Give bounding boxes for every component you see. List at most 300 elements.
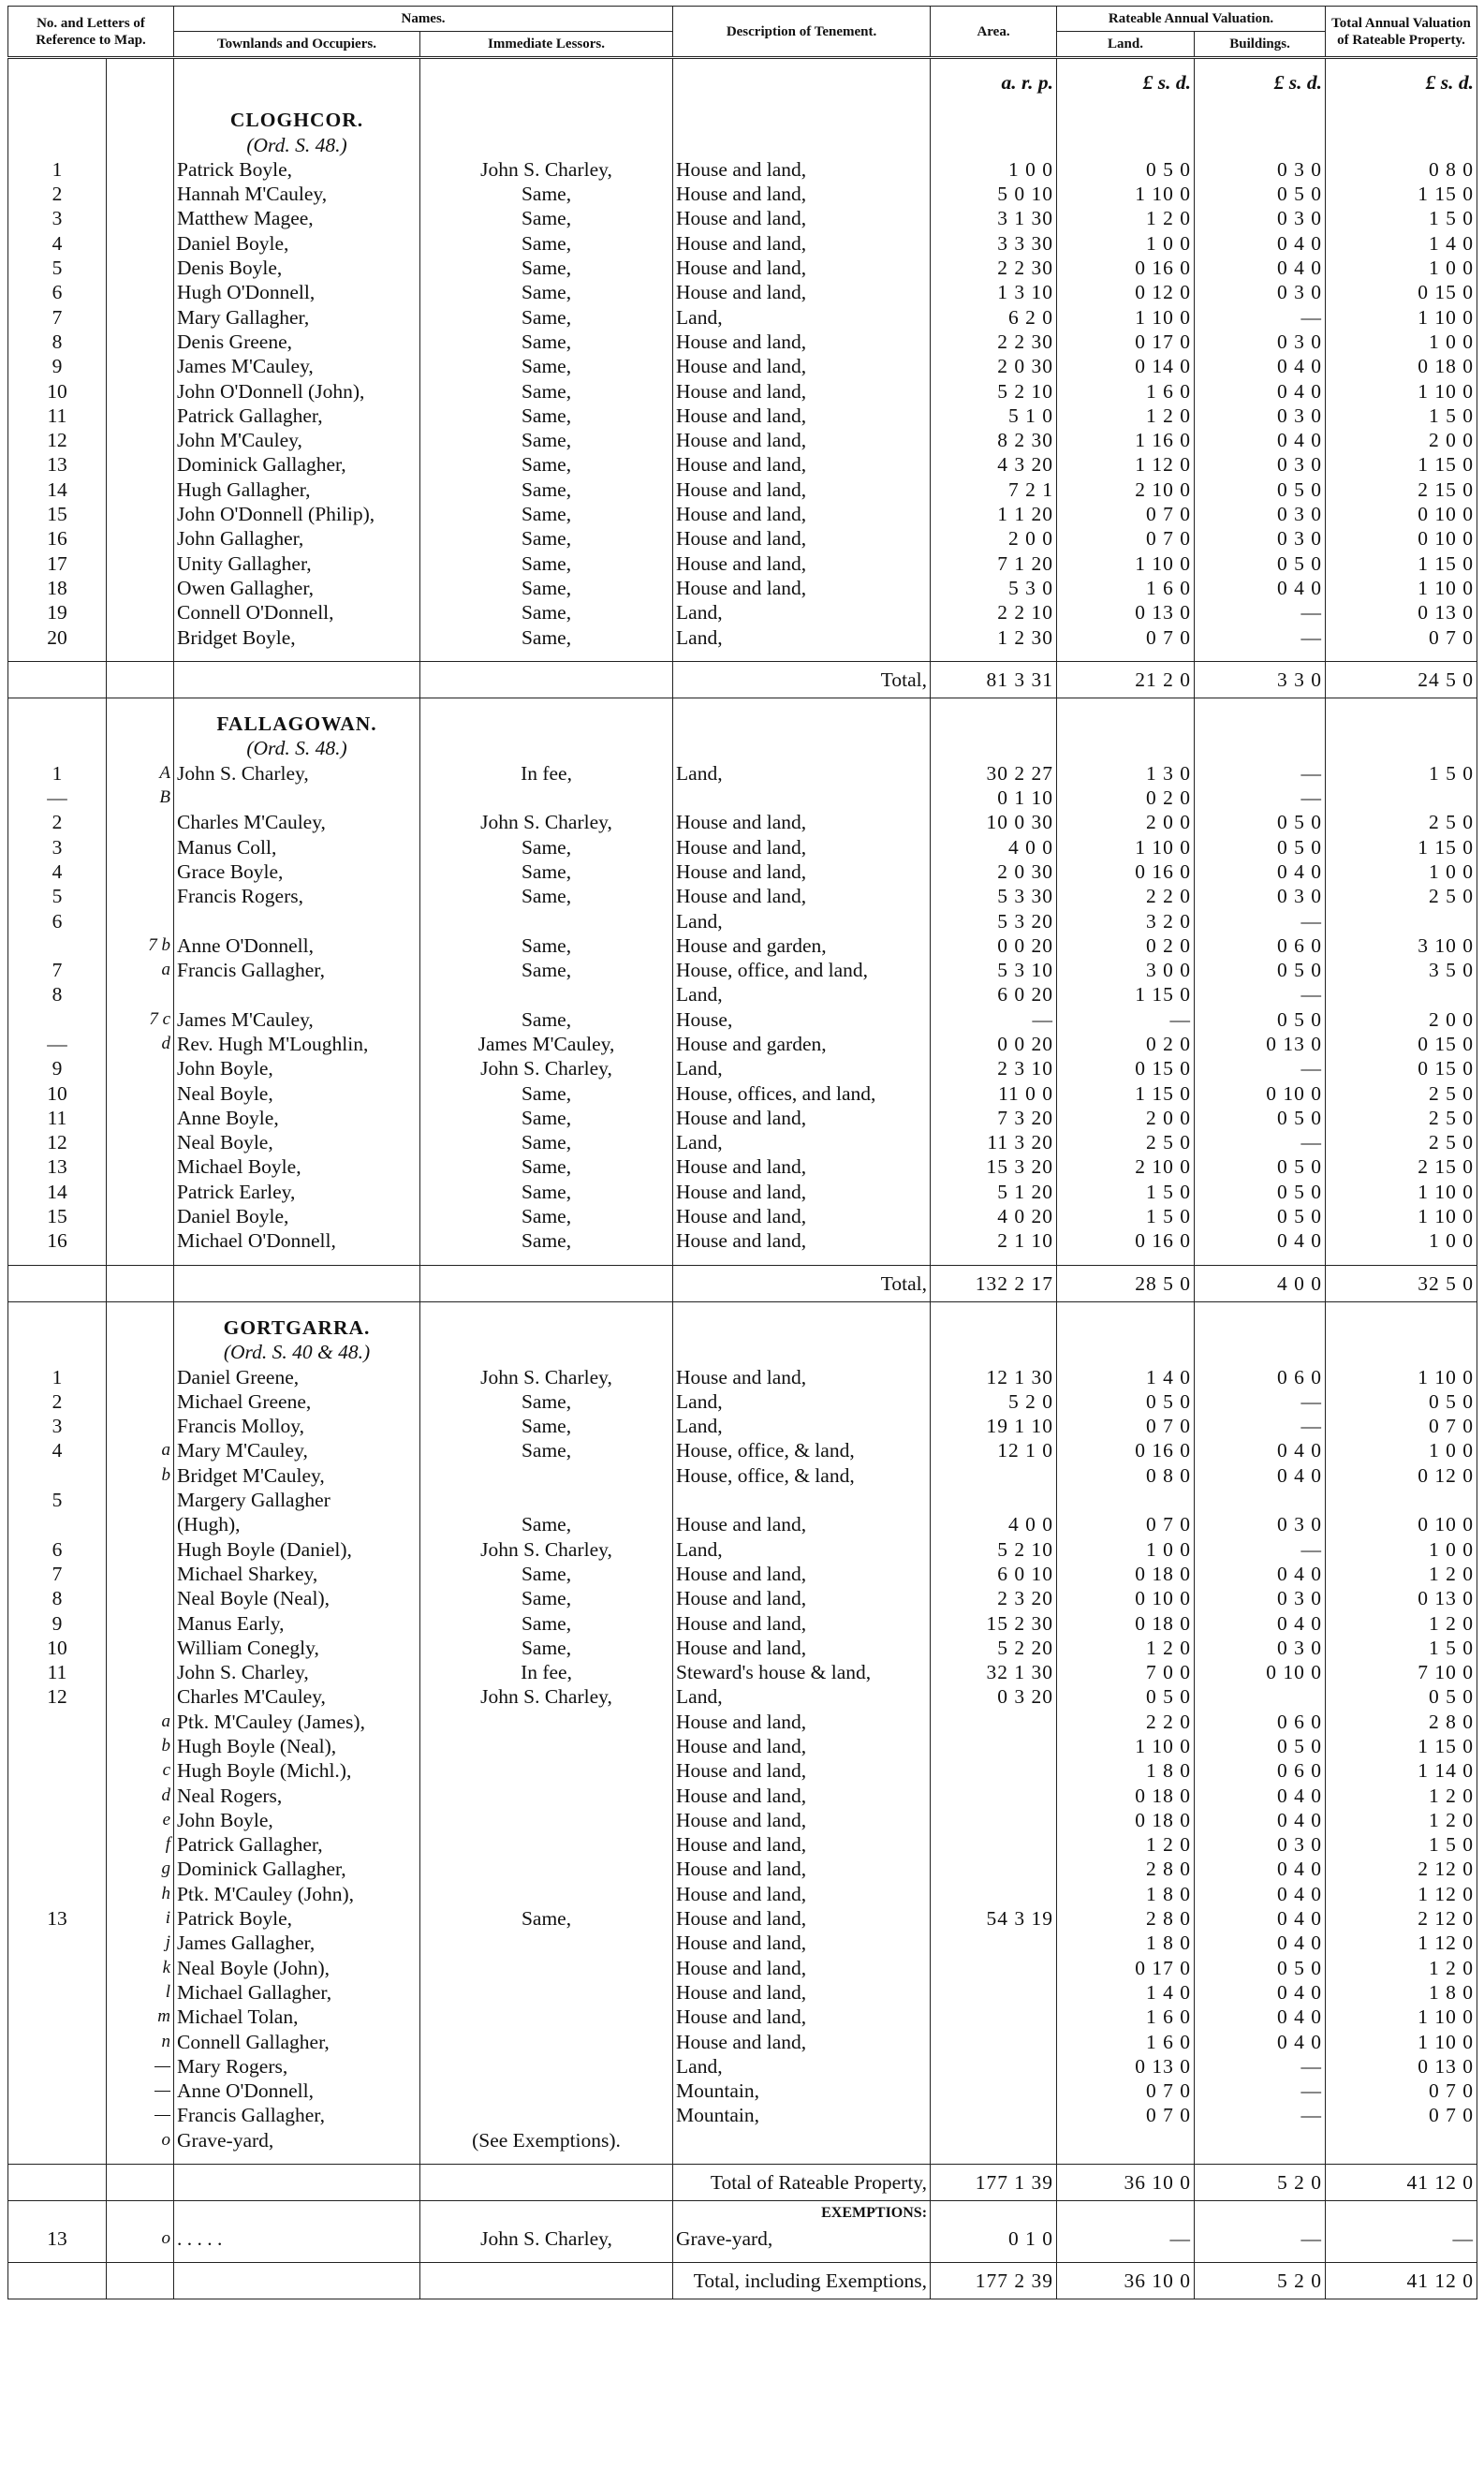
lessor-name: Same, bbox=[420, 1636, 673, 1660]
tenement-description: House, office, and land, bbox=[673, 958, 931, 982]
total-value: 0 15 0 bbox=[1326, 1056, 1477, 1080]
lessor-name: Same, bbox=[420, 576, 673, 600]
table-row bbox=[8, 1007, 1477, 1032]
area-value: 5 1 20 bbox=[931, 1180, 1057, 1204]
ref-number: 12 bbox=[8, 1684, 107, 1709]
table-row bbox=[8, 1956, 1477, 1980]
ref-number bbox=[8, 1512, 107, 1536]
table-row bbox=[8, 305, 1477, 330]
ref-letter: d bbox=[107, 1784, 174, 1808]
total-valuation: 41 12 0 bbox=[1326, 2165, 1477, 2201]
table-row bbox=[8, 182, 1477, 206]
occupier-name: Charles M'Cauley, bbox=[174, 810, 420, 834]
ref-number: 3 bbox=[8, 1414, 107, 1438]
occupier-name: (Hugh), bbox=[174, 1512, 420, 1536]
land-value: 2 2 0 bbox=[1057, 1710, 1195, 1734]
land-value: 7 0 0 bbox=[1057, 1660, 1195, 1684]
buildings-value: 0 5 0 bbox=[1195, 1106, 1326, 1130]
total-land: 36 10 0 bbox=[1057, 2165, 1195, 2201]
table-row bbox=[8, 1586, 1477, 1610]
ref-letter bbox=[107, 1586, 174, 1610]
table-row bbox=[8, 1463, 1477, 1488]
ref-letter bbox=[107, 157, 174, 182]
tenement-description: Land, bbox=[673, 1389, 931, 1414]
ref-number: 2 bbox=[8, 1389, 107, 1414]
lessor-name bbox=[420, 1956, 673, 1980]
lessor-name bbox=[420, 786, 673, 810]
total-land: 28 5 0 bbox=[1057, 1265, 1195, 1301]
total-value: 0 5 0 bbox=[1326, 1389, 1477, 1414]
land-value: 1 0 0 bbox=[1057, 231, 1195, 256]
tenement-description: House, office, & land, bbox=[673, 1438, 931, 1462]
land-value: 0 12 0 bbox=[1057, 280, 1195, 304]
occupier-name: Neal Boyle, bbox=[174, 1081, 420, 1106]
lessor-name bbox=[420, 982, 673, 1006]
area-value: 12 1 30 bbox=[931, 1365, 1057, 1389]
area-value: 0 1 10 bbox=[931, 786, 1057, 810]
area-value: 12 1 0 bbox=[931, 1438, 1057, 1462]
total-value: 1 15 0 bbox=[1326, 551, 1477, 576]
area-value: 4 0 0 bbox=[931, 1512, 1057, 1536]
header-area: Area. bbox=[931, 7, 1057, 58]
land-value: 1 12 0 bbox=[1057, 452, 1195, 477]
table-row bbox=[8, 2005, 1477, 2029]
land-value: 1 2 0 bbox=[1057, 206, 1195, 230]
occupier-name: Ptk. M'Cauley (John), bbox=[174, 1882, 420, 1906]
ref-letter: — bbox=[107, 2103, 174, 2127]
ref-letter bbox=[107, 452, 174, 477]
ref-letter bbox=[107, 354, 174, 378]
tenement-description bbox=[673, 2128, 931, 2152]
total-buildings: 3 3 0 bbox=[1195, 661, 1326, 698]
total-label: Total, bbox=[673, 1265, 931, 1301]
table-row bbox=[8, 1562, 1477, 1586]
ref-number bbox=[8, 2103, 107, 2127]
land-value: 1 5 0 bbox=[1057, 1204, 1195, 1228]
lessor-name: Same, bbox=[420, 1586, 673, 1610]
header-ref: No. and Letters of Reference to Map. bbox=[8, 7, 174, 58]
ref-number: 16 bbox=[8, 526, 107, 551]
lessor-name bbox=[420, 2103, 673, 2127]
total-value: 1 15 0 bbox=[1326, 182, 1477, 206]
ref-number: 10 bbox=[8, 1081, 107, 1106]
ref-letter bbox=[107, 330, 174, 354]
tenement-description: Land, bbox=[673, 1414, 931, 1438]
ref-number: 18 bbox=[8, 576, 107, 600]
occupier-name: Michael Gallagher, bbox=[174, 1980, 420, 2005]
ref-number: 8 bbox=[8, 330, 107, 354]
lessor-name: John S. Charley, bbox=[420, 1365, 673, 1389]
land-value: 0 5 0 bbox=[1057, 157, 1195, 182]
ref-letter bbox=[107, 1512, 174, 1536]
buildings-value: 0 3 0 bbox=[1195, 404, 1326, 428]
buildings-value: 0 3 0 bbox=[1195, 452, 1326, 477]
occupier-name: Mary M'Cauley, bbox=[174, 1438, 420, 1462]
ref-number bbox=[8, 1007, 107, 1032]
tenement-description: House and land, bbox=[673, 231, 931, 256]
lessor-name: Same, bbox=[420, 600, 673, 624]
table-row bbox=[8, 1906, 1477, 1931]
tenement-description: House and land, bbox=[673, 526, 931, 551]
ordnance-sheet-label: (Ord. S. 40 & 48.) bbox=[174, 1340, 420, 1364]
ref-number: 4 bbox=[8, 859, 107, 884]
total-area: 132 2 17 bbox=[931, 1265, 1057, 1301]
total-value: 1 8 0 bbox=[1326, 1980, 1477, 2005]
area-value: 1 1 20 bbox=[931, 502, 1057, 526]
tenement-description: House and land, bbox=[673, 1784, 931, 1808]
area-value: 5 2 0 bbox=[931, 1389, 1057, 1414]
ref-number: 13 bbox=[8, 2226, 107, 2251]
occupier-name: Charles M'Cauley, bbox=[174, 1684, 420, 1709]
area-value: 4 0 20 bbox=[931, 1204, 1057, 1228]
buildings-value: — bbox=[1195, 2079, 1326, 2103]
land-value: 0 17 0 bbox=[1057, 330, 1195, 354]
total-area: 81 3 31 bbox=[931, 661, 1057, 698]
area-value: 3 1 30 bbox=[931, 206, 1057, 230]
lessor-name bbox=[420, 2079, 673, 2103]
land-value: 0 16 0 bbox=[1057, 256, 1195, 280]
total-buildings: 4 0 0 bbox=[1195, 1265, 1326, 1301]
occupier-name: Denis Boyle, bbox=[174, 256, 420, 280]
tenement-description: House and land, bbox=[673, 379, 931, 404]
grand-total bbox=[8, 2262, 1477, 2299]
table-row bbox=[8, 1488, 1477, 1512]
ref-letter bbox=[107, 182, 174, 206]
buildings-value: — bbox=[1195, 2054, 1326, 2079]
table-row bbox=[8, 1032, 1477, 1056]
land-value: 0 18 0 bbox=[1057, 1784, 1195, 1808]
total-valuation: 24 5 0 bbox=[1326, 661, 1477, 698]
table-row bbox=[8, 1882, 1477, 1906]
table-row bbox=[8, 1808, 1477, 1832]
lessor-name: John S. Charley, bbox=[420, 157, 673, 182]
ref-number bbox=[8, 2005, 107, 2029]
ref-number: 15 bbox=[8, 502, 107, 526]
occupier-name: Hugh O'Donnell, bbox=[174, 280, 420, 304]
total-value: 2 15 0 bbox=[1326, 1154, 1477, 1179]
ref-letter bbox=[107, 477, 174, 502]
table-row bbox=[8, 1106, 1477, 1130]
ref-number: 5 bbox=[8, 884, 107, 908]
total-value: 1 5 0 bbox=[1326, 404, 1477, 428]
ref-letter bbox=[107, 1389, 174, 1414]
buildings-value: 0 4 0 bbox=[1195, 1228, 1326, 1253]
tenement-description: Land, bbox=[673, 982, 931, 1006]
area-value: 7 2 1 bbox=[931, 477, 1057, 502]
buildings-value bbox=[1195, 1488, 1326, 1512]
total-value: 0 15 0 bbox=[1326, 280, 1477, 304]
table-row bbox=[8, 157, 1477, 182]
table-row bbox=[8, 1636, 1477, 1660]
lessor-name: Same, bbox=[420, 231, 673, 256]
ref-number: 9 bbox=[8, 354, 107, 378]
total-value: 1 14 0 bbox=[1326, 1758, 1477, 1783]
tenement-description: Steward's house & land, bbox=[673, 1660, 931, 1684]
ordnance-sheet bbox=[8, 133, 1477, 157]
lessor-name: Same, bbox=[420, 1611, 673, 1636]
occupier-name: Grace Boyle, bbox=[174, 859, 420, 884]
land-value: 1 6 0 bbox=[1057, 2005, 1195, 2029]
occupier-name: James M'Cauley, bbox=[174, 354, 420, 378]
units-buildings: £ s. d. bbox=[1195, 70, 1326, 95]
tenement-description: House and land, bbox=[673, 884, 931, 908]
total-value: 2 0 0 bbox=[1326, 428, 1477, 452]
area-value: 6 0 10 bbox=[931, 1562, 1057, 1586]
buildings-value: 0 3 0 bbox=[1195, 330, 1326, 354]
ref-number bbox=[8, 933, 107, 958]
ref-number: 8 bbox=[8, 1586, 107, 1610]
area-value: 0 0 20 bbox=[931, 933, 1057, 958]
ref-letter bbox=[107, 1204, 174, 1228]
area-value: 4 3 20 bbox=[931, 452, 1057, 477]
tenement-description: House and land, bbox=[673, 206, 931, 230]
ref-letter bbox=[107, 1180, 174, 1204]
land-value: 0 7 0 bbox=[1057, 526, 1195, 551]
ref-number: 4 bbox=[8, 231, 107, 256]
units-row bbox=[8, 70, 1477, 95]
ref-number: 8 bbox=[8, 982, 107, 1006]
lessor-name: Same, bbox=[420, 1389, 673, 1414]
ref-number: 7 bbox=[8, 1562, 107, 1586]
lessor-name bbox=[420, 1710, 673, 1734]
buildings-value: — bbox=[1195, 909, 1326, 933]
tenement-description: Land, bbox=[673, 761, 931, 786]
table-row bbox=[8, 354, 1477, 378]
area-value: 6 0 20 bbox=[931, 982, 1057, 1006]
tenement-description: Grave-yard, bbox=[673, 2226, 931, 2251]
tenement-description: House and land, bbox=[673, 810, 931, 834]
rateable-total bbox=[8, 2165, 1477, 2201]
lessor-name: John S. Charley, bbox=[420, 1684, 673, 1709]
table-row bbox=[8, 1512, 1477, 1536]
lessor-name bbox=[420, 1488, 673, 1512]
exemptions-label: EXEMPTIONS: bbox=[673, 2201, 931, 2226]
total-buildings: 5 2 0 bbox=[1195, 2165, 1326, 2201]
total-label: Total, bbox=[673, 661, 931, 698]
valuation-page bbox=[7, 6, 1477, 2440]
area-value: 15 2 30 bbox=[931, 1611, 1057, 1636]
total-value: 1 12 0 bbox=[1326, 1931, 1477, 1955]
table-row bbox=[8, 933, 1477, 958]
total-value: 1 2 0 bbox=[1326, 1784, 1477, 1808]
land-value: 1 5 0 bbox=[1057, 1180, 1195, 1204]
ref-number: 16 bbox=[8, 1228, 107, 1253]
table-row bbox=[8, 1389, 1477, 1414]
occupier-name: Daniel Boyle, bbox=[174, 231, 420, 256]
lessor-name: Same, bbox=[420, 330, 673, 354]
ref-number: 17 bbox=[8, 551, 107, 576]
table-row bbox=[8, 428, 1477, 452]
tenement-description: House and land, bbox=[673, 1857, 931, 1881]
ref-number bbox=[8, 1463, 107, 1488]
tenement-description: House, bbox=[673, 1007, 931, 1032]
tenement-description: Land, bbox=[673, 1684, 931, 1709]
occupier-name: Francis Molloy, bbox=[174, 1414, 420, 1438]
total-valuation: 32 5 0 bbox=[1326, 1265, 1477, 1301]
area-value: 19 1 10 bbox=[931, 1414, 1057, 1438]
ref-number bbox=[8, 1734, 107, 1758]
total-valuation: 41 12 0 bbox=[1326, 2262, 1477, 2299]
table-row bbox=[8, 2103, 1477, 2127]
ref-number: 2 bbox=[8, 182, 107, 206]
lessor-name: Same, bbox=[420, 1130, 673, 1154]
lessor-name: Same, bbox=[420, 280, 673, 304]
occupier-name: John O'Donnell (John), bbox=[174, 379, 420, 404]
ref-letter bbox=[107, 859, 174, 884]
tenement-description: House and land, bbox=[673, 1832, 931, 1857]
section-total bbox=[8, 1265, 1477, 1301]
land-value: 0 8 0 bbox=[1057, 1463, 1195, 1488]
total-value: 3 10 0 bbox=[1326, 933, 1477, 958]
land-value: 1 6 0 bbox=[1057, 576, 1195, 600]
exemption-row bbox=[8, 2226, 1477, 2251]
area-value bbox=[931, 1710, 1057, 1734]
occupier-name: Manus Early, bbox=[174, 1611, 420, 1636]
land-value: 0 7 0 bbox=[1057, 1512, 1195, 1536]
area-value bbox=[931, 1832, 1057, 1857]
buildings-value: 0 6 0 bbox=[1195, 1365, 1326, 1389]
buildings-value: 0 5 0 bbox=[1195, 958, 1326, 982]
lessor-name bbox=[420, 2054, 673, 2079]
buildings-value: — bbox=[1195, 1056, 1326, 1080]
area-value: 6 2 0 bbox=[931, 305, 1057, 330]
area-value: 10 0 30 bbox=[931, 810, 1057, 834]
tenement-description: Land, bbox=[673, 1130, 931, 1154]
ref-letter: 7 c bbox=[107, 1007, 174, 1032]
table-row bbox=[8, 526, 1477, 551]
tenement-description: House and land, bbox=[673, 2005, 931, 2029]
land-value: 0 13 0 bbox=[1057, 2054, 1195, 2079]
table-row bbox=[8, 404, 1477, 428]
lessor-name bbox=[420, 1758, 673, 1783]
table-row bbox=[8, 330, 1477, 354]
total-value: 1 5 0 bbox=[1326, 761, 1477, 786]
land-value: 2 10 0 bbox=[1057, 477, 1195, 502]
ref-letter bbox=[107, 206, 174, 230]
ref-number: 11 bbox=[8, 1106, 107, 1130]
tenement-description: House and land, bbox=[673, 1586, 931, 1610]
occupier-name: Bridget M'Cauley, bbox=[174, 1463, 420, 1488]
occupier-name: Dominick Gallagher, bbox=[174, 1857, 420, 1881]
land-value bbox=[1057, 2128, 1195, 2152]
ordnance-sheet bbox=[8, 1340, 1477, 1364]
table-row bbox=[8, 1980, 1477, 2005]
tenement-description: House and land, bbox=[673, 1931, 931, 1955]
land-value: 1 8 0 bbox=[1057, 1882, 1195, 1906]
table-row bbox=[8, 2054, 1477, 2079]
lessor-name: Same, bbox=[420, 379, 673, 404]
ref-letter bbox=[107, 1228, 174, 1253]
total-value: 0 13 0 bbox=[1326, 1586, 1477, 1610]
buildings-value: — bbox=[1195, 1130, 1326, 1154]
ref-letter: o bbox=[107, 2226, 174, 2251]
total-value: 2 5 0 bbox=[1326, 810, 1477, 834]
buildings-value: — bbox=[1195, 1537, 1326, 1562]
total-value: 2 12 0 bbox=[1326, 1857, 1477, 1881]
land-value: 1 15 0 bbox=[1057, 1081, 1195, 1106]
land-value: 1 4 0 bbox=[1057, 1365, 1195, 1389]
land-value: 1 2 0 bbox=[1057, 1832, 1195, 1857]
lessor-name: Same, bbox=[420, 1562, 673, 1586]
lessor-name: Same, bbox=[420, 1438, 673, 1462]
tenement-description: Land, bbox=[673, 305, 931, 330]
total-land: 36 10 0 bbox=[1057, 2262, 1195, 2299]
ref-number: 1 bbox=[8, 1365, 107, 1389]
table-row bbox=[8, 835, 1477, 859]
occupier-name: Unity Gallagher, bbox=[174, 551, 420, 576]
townland-name: CLOGHCOR. bbox=[174, 95, 420, 132]
area-value: 7 1 20 bbox=[931, 551, 1057, 576]
total-value: 1 10 0 bbox=[1326, 1204, 1477, 1228]
ref-letter: j bbox=[107, 1931, 174, 1955]
lessor-name: Same, bbox=[420, 1106, 673, 1130]
total-value: 3 5 0 bbox=[1326, 958, 1477, 982]
land-value: 2 0 0 bbox=[1057, 1106, 1195, 1130]
total-value: 0 7 0 bbox=[1326, 1414, 1477, 1438]
tenement-description: House and land, bbox=[673, 1734, 931, 1758]
ref-letter: b bbox=[107, 1463, 174, 1488]
tenement-description: House and land, bbox=[673, 1204, 931, 1228]
ordnance-sheet-label: (Ord. S. 48.) bbox=[174, 133, 420, 157]
ref-letter bbox=[107, 1130, 174, 1154]
ref-number: 13 bbox=[8, 452, 107, 477]
ref-number bbox=[8, 1956, 107, 1980]
lessor-name: Same, bbox=[420, 1906, 673, 1931]
lessor-name: Same, bbox=[420, 354, 673, 378]
tenement-description: House and land, bbox=[673, 859, 931, 884]
occupier-name: Patrick Gallagher, bbox=[174, 1832, 420, 1857]
table-row bbox=[8, 1784, 1477, 1808]
tenement-description: House and land, bbox=[673, 1154, 931, 1179]
lessor-name: In fee, bbox=[420, 1660, 673, 1684]
ref-letter: a bbox=[107, 1710, 174, 1734]
occupier-name: Mary Rogers, bbox=[174, 2054, 420, 2079]
tenement-description: Mountain, bbox=[673, 2079, 931, 2103]
total-value: 2 5 0 bbox=[1326, 1081, 1477, 1106]
table-row bbox=[8, 625, 1477, 650]
land-value: 0 16 0 bbox=[1057, 1438, 1195, 1462]
ref-letter bbox=[107, 305, 174, 330]
total-value: 1 5 0 bbox=[1326, 1832, 1477, 1857]
townland-heading bbox=[8, 698, 1477, 737]
land-value: — bbox=[1057, 2226, 1195, 2251]
buildings-value: — bbox=[1195, 625, 1326, 650]
land-value: 0 16 0 bbox=[1057, 859, 1195, 884]
ref-number: 6 bbox=[8, 280, 107, 304]
land-value: 0 5 0 bbox=[1057, 1389, 1195, 1414]
header-rateable: Rateable Annual Valuation. bbox=[1057, 7, 1326, 32]
table-row bbox=[8, 1611, 1477, 1636]
buildings-value: 0 4 0 bbox=[1195, 2030, 1326, 2054]
total-value: 2 5 0 bbox=[1326, 1106, 1477, 1130]
table-row bbox=[8, 1056, 1477, 1080]
occupier-name: Grave-yard, bbox=[174, 2128, 420, 2152]
total-value: 1 0 0 bbox=[1326, 1537, 1477, 1562]
occupier-name: Michael O'Donnell, bbox=[174, 1228, 420, 1253]
ref-number bbox=[8, 2054, 107, 2079]
area-value bbox=[931, 1488, 1057, 1512]
land-value: 1 10 0 bbox=[1057, 182, 1195, 206]
occupier-name: Hugh Boyle (Neal), bbox=[174, 1734, 420, 1758]
area-value bbox=[931, 2103, 1057, 2127]
table-row bbox=[8, 379, 1477, 404]
ref-number: 12 bbox=[8, 1130, 107, 1154]
occupier-name: Hugh Boyle (Michl.), bbox=[174, 1758, 420, 1783]
occupier-name: Patrick Boyle, bbox=[174, 157, 420, 182]
occupier-name: Neal Boyle (John), bbox=[174, 1956, 420, 1980]
buildings-value: 0 4 0 bbox=[1195, 354, 1326, 378]
area-value: 5 2 10 bbox=[931, 379, 1057, 404]
